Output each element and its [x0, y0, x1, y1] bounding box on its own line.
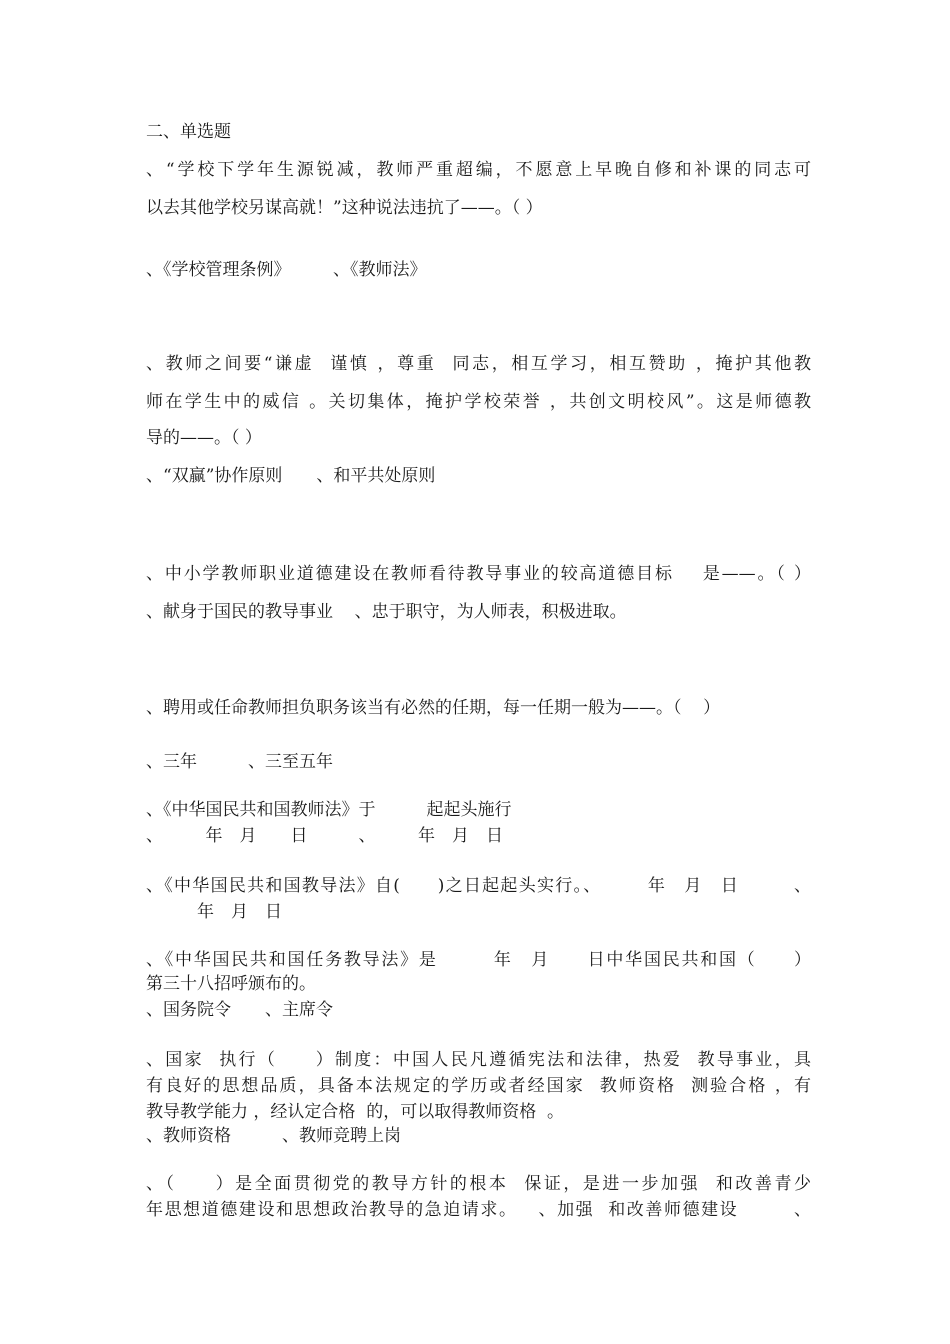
question-8-options: 、教师资格 、教师竞聘上岗 — [146, 1126, 401, 1146]
question-5-options: 、 年 月 日 、 年 月 日 — [146, 826, 503, 846]
question-9-line-2: 年思想道德建设和思想政治教导的急迫请求。 、加强 和改善师德建设 、 — [146, 1200, 811, 1220]
question-1-line-1: 、“学校下学年生源锐减，教师严重超编，不愿意上早晚自修和补课的同志可 — [146, 160, 811, 180]
question-2-options: 、“双赢”协作原则 、和平共处原则 — [146, 466, 436, 486]
question-7-line-2: 第三十八招呼颁布的。 — [146, 974, 316, 994]
question-2-line-1: 、教师之间要“谦虚 谨慎 ，尊重 同志，相互学习，相互赞助 ，掩护其他教 — [146, 354, 811, 374]
question-8-line-2: 有良好的思想品质，具备本法规定的学历或者经国家 教师资格 测验合格 ，有 — [146, 1076, 811, 1096]
question-6-line-2: 年 月 日 — [146, 902, 282, 922]
question-3-line-1: 、中小学教师职业道德建设在教师看待教导事业的较高道德目标 是——。（ ） — [146, 564, 811, 584]
question-2-line-3: 导的——。（ ） — [146, 428, 262, 448]
question-1-line-2: 以去其他学校另谋高就！”这种说法违抗了——。（ ） — [146, 198, 543, 218]
question-7-line-1: 、《中华国民共和国任务教导法》是 年 月 日中华国民共和国（ ） — [146, 950, 811, 970]
question-9-line-1: 、（ ）是全面贯彻党的教导方针的根本 保证，是进一步加强 和改善青少 — [146, 1174, 811, 1194]
question-7-options: 、国务院令 、主席令 — [146, 1000, 333, 1020]
question-4-options: 、三年 、三至五年 — [146, 752, 333, 772]
question-4-line-1: 、聘用或任命教师担负职务该当有必然的任期，每一任期一般为——。（ ） — [146, 698, 721, 718]
question-6-line-1: 、《中华国民共和国教导法》自( )之日起起头实行。、 年 月 日 、 — [146, 876, 811, 896]
question-1-options: 、《学校管理条例》 、《教师法》 — [146, 260, 427, 280]
question-8-line-1: 、国家 执行（ ）制度：中国人民凡遵循宪法和法律，热爱 教导事业，具 — [146, 1050, 811, 1070]
question-5-line-1: 、《中华国民共和国教师法》于 起起头施行 — [146, 800, 512, 820]
question-3-options: 、献身于国民的教导事业 、忠于职守，为人师表，积极进取。 — [146, 602, 627, 622]
question-2-line-2: 师在学生中的威信 。关切集体，掩护学校荣誉 ，共创文明校风”。这是师德教 — [146, 392, 811, 412]
section-heading: 二、单选题 — [146, 122, 231, 142]
question-8-line-3: 教导教学能力 ，经认定合格 的，可以取得教师资格 。 — [146, 1102, 565, 1122]
